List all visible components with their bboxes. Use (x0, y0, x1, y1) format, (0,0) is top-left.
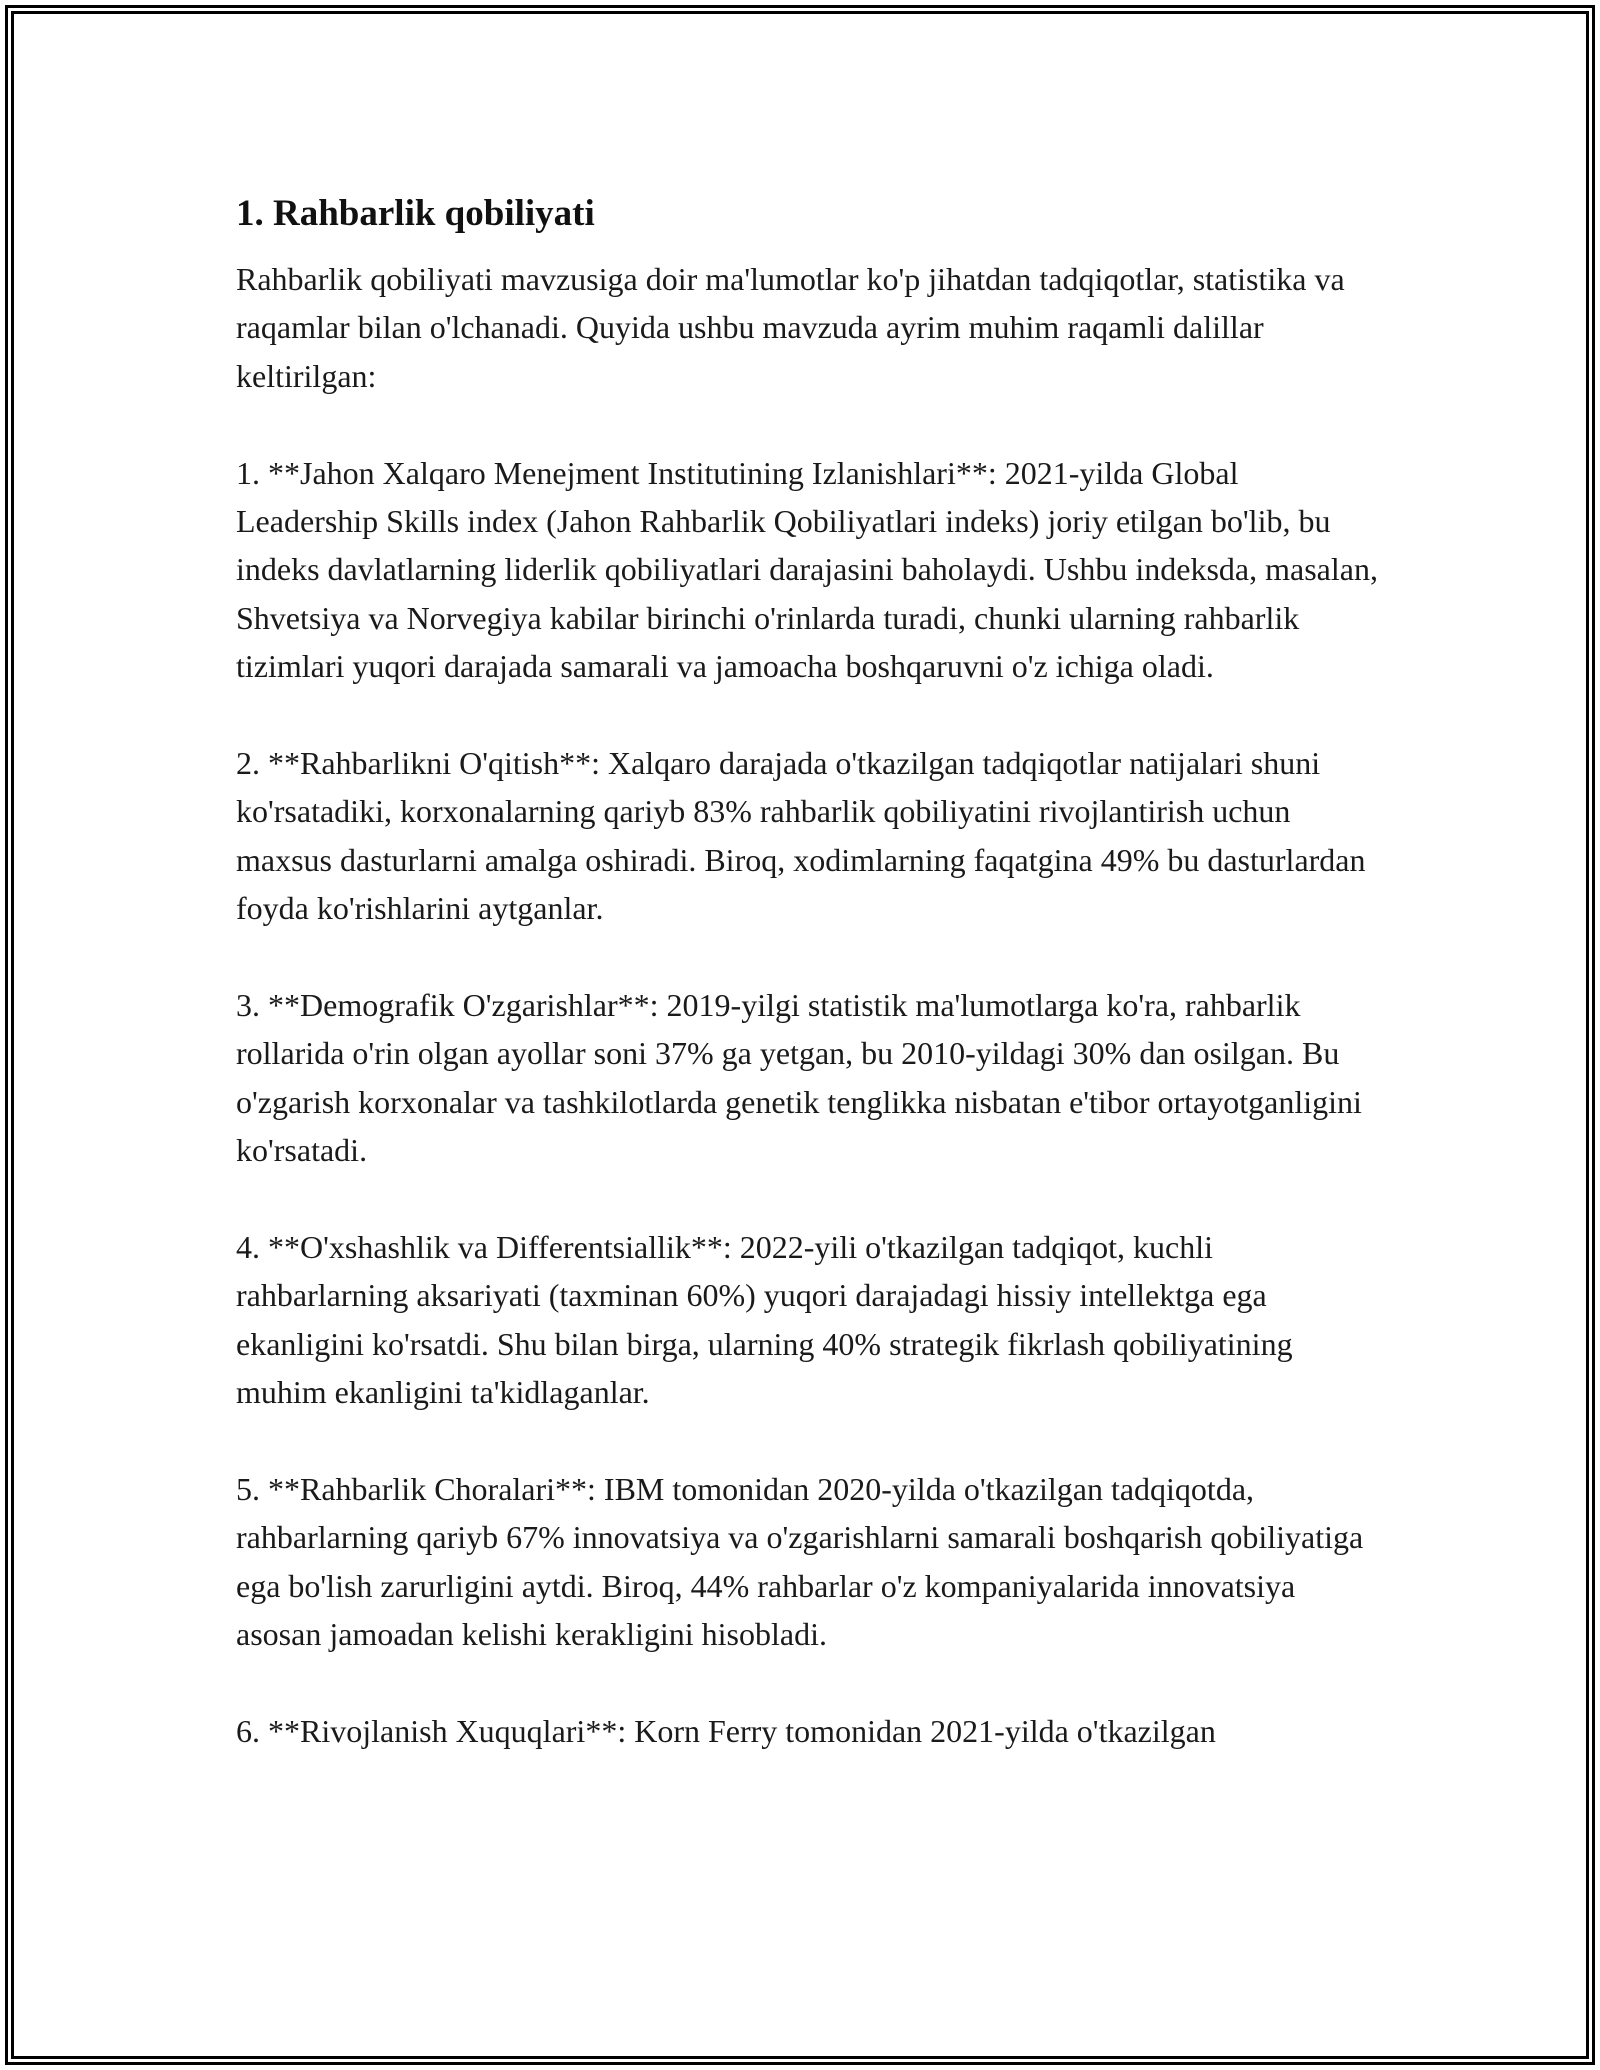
document-body (236, 186, 1386, 1756)
list-item: 5. **Rahbarlik Choralari**: IBM tomonidan 2020-yilda o'tkazilgan tadqiqotda, rahbarlarning qariyb 67% innovatsiya va o'zgarishlarni samarali boshqarish qobiliyatiga ega bo'lish zarurligini aytdi. Biroq, 44% rahbarlar o'z kompaniyalarida innovatsiya asosan jamoadan kelishi kerakligini hisobladi. (236, 1471, 1364, 1653)
list-item: 4. **O'xshashlik va Differentsiallik**: 2022-yili o'tkazilgan tadqiqot, kuchli rahbarlarning aksariyati (taxminan 60%) yuqori darajadagi hissiy intellektga ega ekanligini ko'rsatdi. Shu bilan birga, ularning 40% strategik fikrlash qobiliyatining muhim ekanligini ta'kidlaganlar. (236, 1229, 1293, 1411)
intro-paragraph: Rahbarlik qobiliyati mavzusiga doir ma'lumotlar ko'p jihatdan tadqiqotlar, statistika va raqamlar bilan o'lchanadi. Quyida ushbu mavzuda ayrim muhim raqamli dalillar keltirilgan: (236, 261, 1345, 394)
section-heading: 1. Rahbarlik qobiliyati (236, 193, 595, 234)
list-item: 2. **Rahbarlikni O'qitish**: Xalqaro darajada o'tkazilgan tadqiqotlar natijalari shuni ko'rsatadiki, korxonalarning qariyb 83% rahbarlik qobiliyatini rivojlantirish uchun maxsus dasturlarni amalga oshiradi. Biroq, xodimlarning faqatgina 49% bu dasturlardan foyda ko'rishlarini aytganlar. (236, 745, 1366, 927)
list-item: 1. **Jahon Xalqaro Menejment Institutining Izlanishlari**: 2021-yilda Global Leadership Skills index (Jahon Rahbarlik Qobiliyatlari indeks) joriy etilgan bo'lib, bu indeks davlatlarning liderlik qobiliyatlari darajasini baholaydi. Ushbu indeksda, masalan, Shvetsiya va Norvegiya kabilar birinchi o'rinlarda turadi, chunki ularning rahbarlik tizimlari yuqori darajada samarali va jamoacha boshqaruvni o'z ichiga oladi. (236, 454, 1378, 685)
list-item: 6. **Rivojlanish Xuquqlari**: Korn Ferry tomonidan 2021-yilda o'tkazilgan (236, 1713, 1216, 1750)
list-item: 3. **Demografik O'zgarishlar**: 2019-yilgi statistik ma'lumotlarga ko'ra, rahbarlik rollarida o'rin olgan ayollar soni 37% ga yetgan, bu 2010-yildagi 30% dan osilgan. Bu o'zgarish korxonalar va tashkilotlarda genetik tenglikka nisbatan e'tibor ortayotganligini ko'rsatadi. (236, 987, 1362, 1169)
